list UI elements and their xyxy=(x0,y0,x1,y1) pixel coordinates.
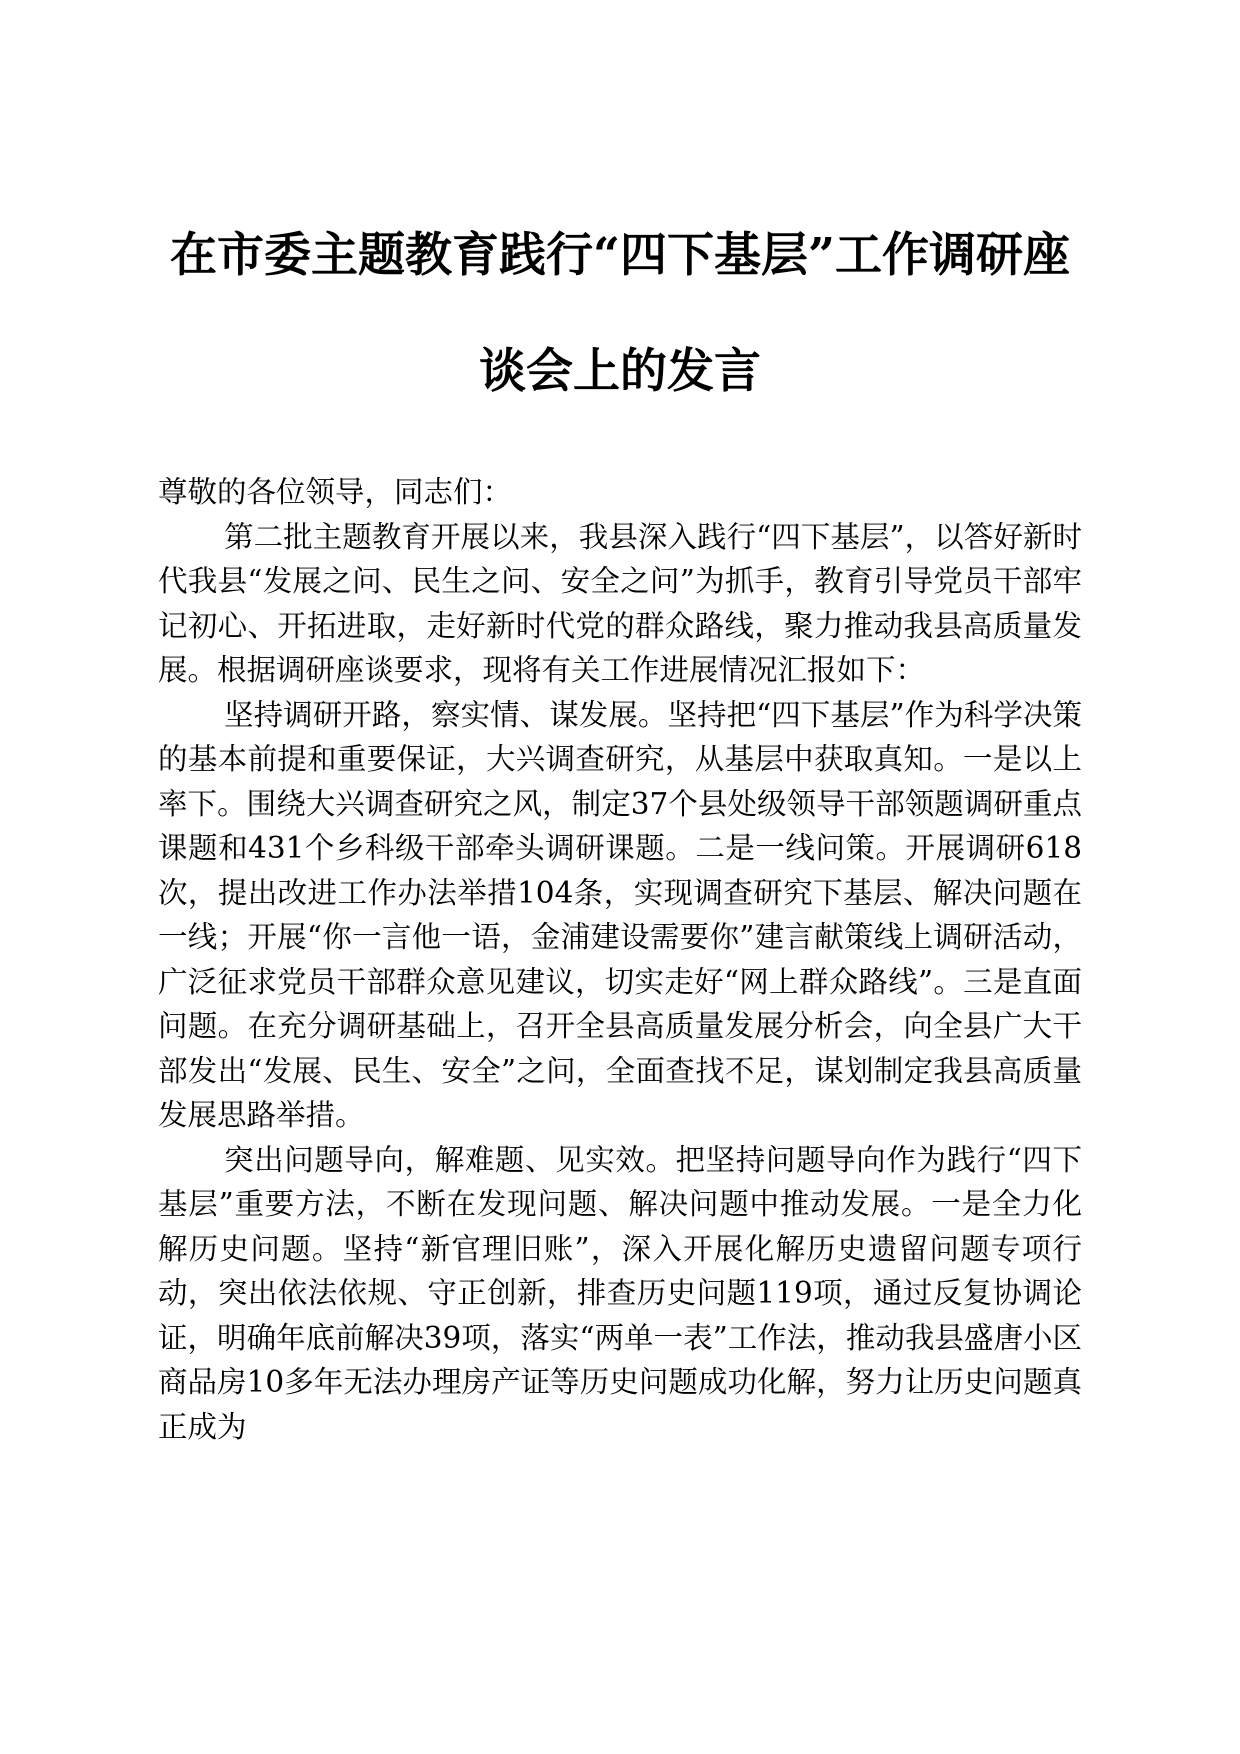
document-body xyxy=(158,470,1082,1449)
document-title-line-2: 谈会上的发言 xyxy=(479,344,761,399)
paragraph-research: 坚持调研开路，察实情、谋发展。坚持把“四下基层”作为科学决策的基本前提和重要保证，大兴调查研究，从基层中获取真知。一是以上率下。围绕大兴调查研究之风，制定37个县处级领导干部领题调研重点课题和431个乡科级干部牵头调研课题。二是一线问策。开展调研618次，提出改进工作办法举措104条，实现调查研究下基层、解决问题在一线；开展“你一言他一语，金浦建设需要你”建言献策线上调研活动，广泛征求党员干部群众意见建议，切实走好“网上群众路线”。三是直面问题。在充分调研基础上，召开全县高质量发展分析会，向全县广大干部发出“发展、民生、安全”之问，全面查找不足，谋划制定我县高质量发展思路举措。 xyxy=(158,697,1082,1132)
salutation: 尊敬的各位领导，同志们： xyxy=(158,475,513,509)
paragraph-problem-solving: 突出问题导向，解难题、见实效。把坚持问题导向作为践行“四下基层”重要方法，不断在发现问题、解决问题中推动发展。一是全力化解历史问题。坚持“新官理旧账”，深入开展化解历史遗留问题专项行动，突出依法依规、守正创新，排查历史问题119项，通过反复协调论证，明确年底前解决39项，落实“两单一表”工作法，推动我县盛唐小区商品房10多年无法办理房产证等历史问题成功化解，努力让历史问题真正成为 xyxy=(158,1142,1082,1444)
document-title-line-1: 在市委主题教育践行“四下基层”工作调研座 xyxy=(169,228,1071,283)
paragraph-intro: 第二批主题教育开展以来，我县深入践行“四下基层”，以答好新时代我县“发展之问、民生之问、安全之问”为抓手，教育引导党员干部牢记初心、开拓进取，走好新时代党的群众路线，聚力推动我县高质量发展。根据调研座谈要求，现将有关工作进展情况汇报如下： xyxy=(158,519,1082,687)
